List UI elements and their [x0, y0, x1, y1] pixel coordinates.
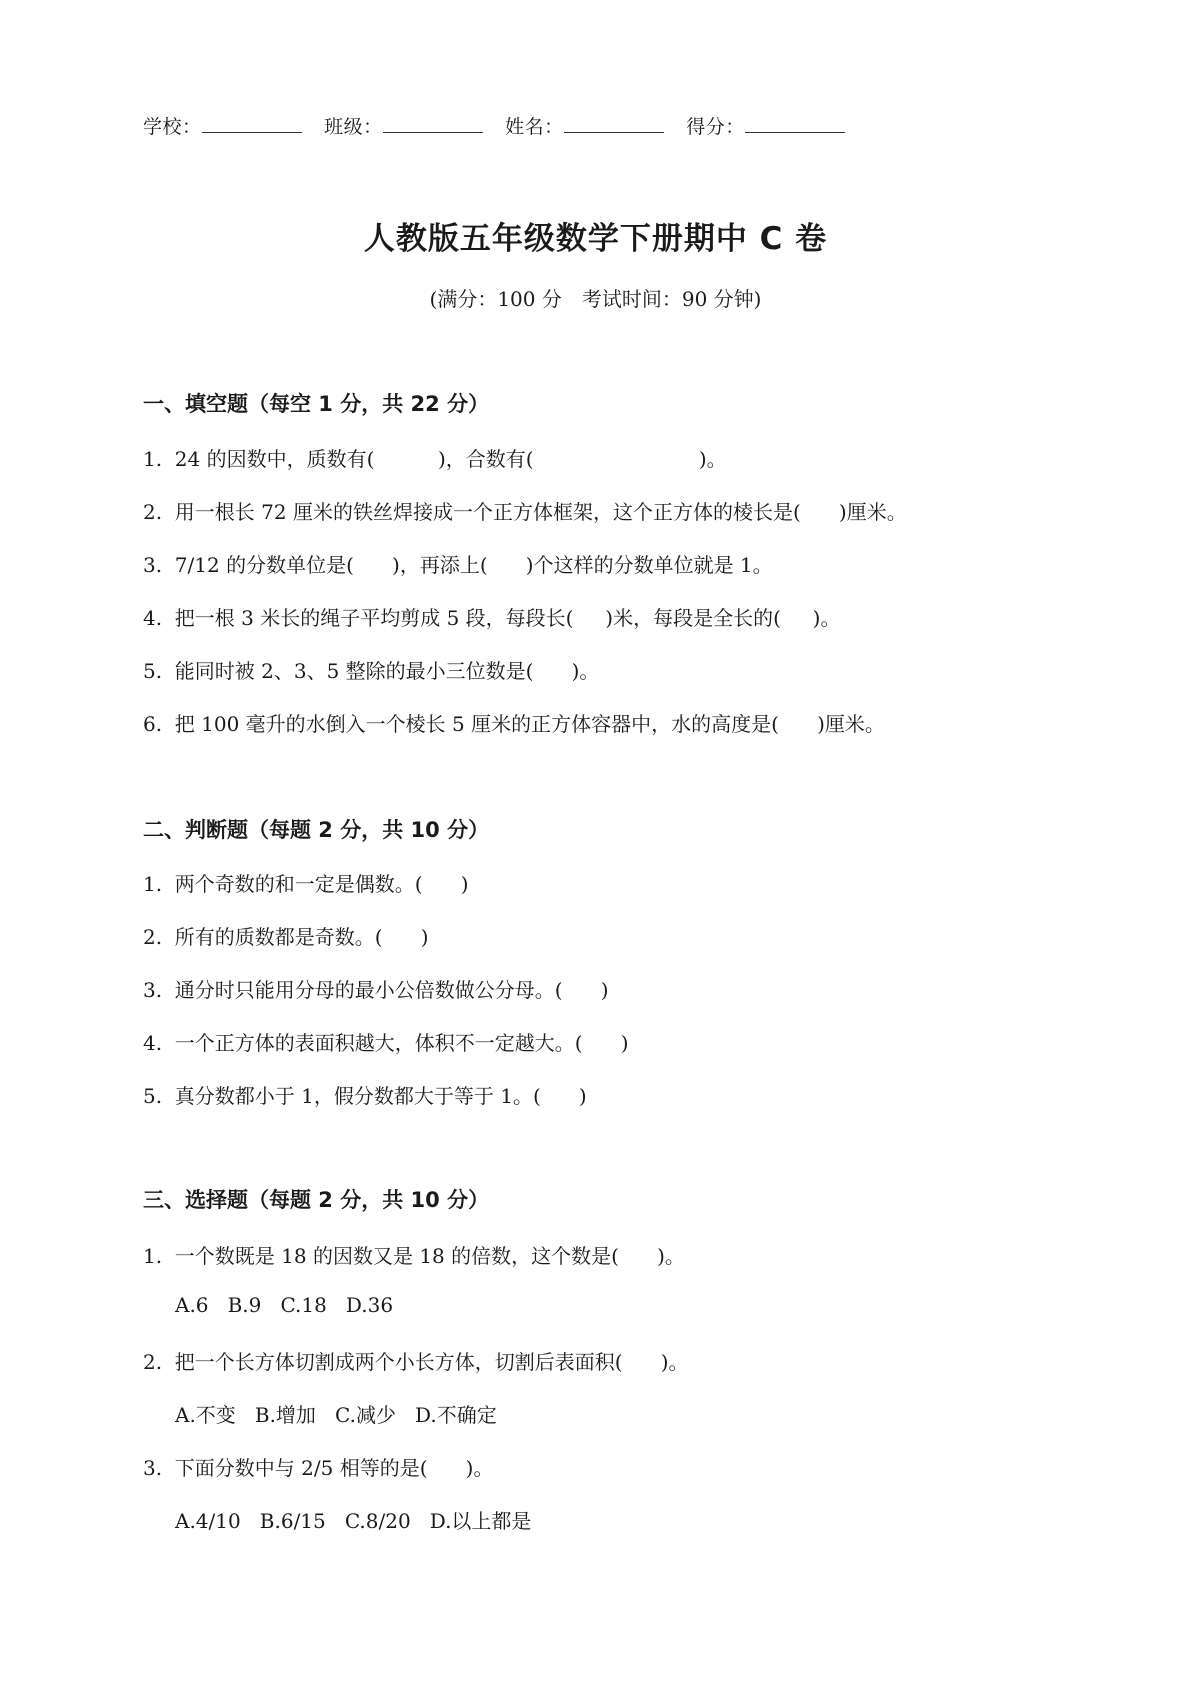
- class-blank[interactable]: [383, 114, 483, 133]
- exam-title: 人教版五年级数学下册期中 C 卷: [363, 221, 828, 257]
- name-blank[interactable]: [564, 114, 664, 133]
- section-heading-true-false: 二、判断题（每题 2 分，共 10 分）: [143, 818, 490, 842]
- choice-options: A.4/10 B.6/15 C.8/20 D.以上都是: [175, 1509, 532, 1533]
- name-field: 姓名：: [505, 112, 664, 139]
- question-item: 1. 两个奇数的和一定是偶数。( ): [143, 872, 469, 896]
- question-item: 5. 能同时被 2、3、5 整除的最小三位数是( )。: [143, 659, 600, 683]
- school-field: 学校：: [143, 112, 302, 139]
- question-item: 2. 用一根长 72 厘米的铁丝焊接成一个正方体框架，这个正方体的棱长是( )厘米。: [143, 500, 907, 524]
- question-item: 2. 所有的质数都是奇数。( ): [143, 925, 429, 949]
- question-item: 1. 一个数既是 18 的因数又是 18 的倍数，这个数是( )。: [143, 1244, 685, 1268]
- choice-options: A.6 B.9 C.18 D.36: [175, 1293, 394, 1317]
- choice-options: A.不变 B.增加 C.减少 D.不确定: [175, 1403, 497, 1427]
- class-field: 班级：: [324, 112, 483, 139]
- section-heading-fill-in: 一、填空题（每空 1 分，共 22 分）: [143, 392, 490, 416]
- question-item: 4. 一个正方体的表面积越大，体积不一定越大。( ): [143, 1031, 629, 1055]
- exam-subtitle: (满分：100 分 考试时间：90 分钟): [429, 287, 762, 311]
- section-heading-multiple-choice: 三、选择题（每题 2 分，共 10 分）: [143, 1188, 490, 1212]
- question-item: 3. 下面分数中与 2/5 相等的是( )。: [143, 1456, 494, 1480]
- school-blank[interactable]: [202, 114, 302, 133]
- question-item: 5. 真分数都小于 1，假分数都大于等于 1。( ): [143, 1084, 587, 1108]
- question-item: 4. 把一根 3 米长的绳子平均剪成 5 段，每段长( )米，每段是全长的( )。: [143, 606, 841, 630]
- question-item: 2. 把一个长方体切割成两个小长方体，切割后表面积( )。: [143, 1350, 689, 1374]
- student-info-header: [143, 112, 861, 139]
- score-field: 得分：: [686, 112, 845, 139]
- question-item: 1. 24 的因数中，质数有( )，合数有( )。: [143, 447, 727, 471]
- question-item: 3. 通分时只能用分母的最小公倍数做公分母。( ): [143, 978, 609, 1002]
- question-item: 6. 把 100 毫升的水倒入一个棱长 5 厘米的正方体容器中，水的高度是( )厘米。: [143, 712, 885, 736]
- score-blank[interactable]: [745, 114, 845, 133]
- question-item: 3. 7/12 的分数单位是( )，再添上( )个这样的分数单位就是 1。: [143, 553, 773, 577]
